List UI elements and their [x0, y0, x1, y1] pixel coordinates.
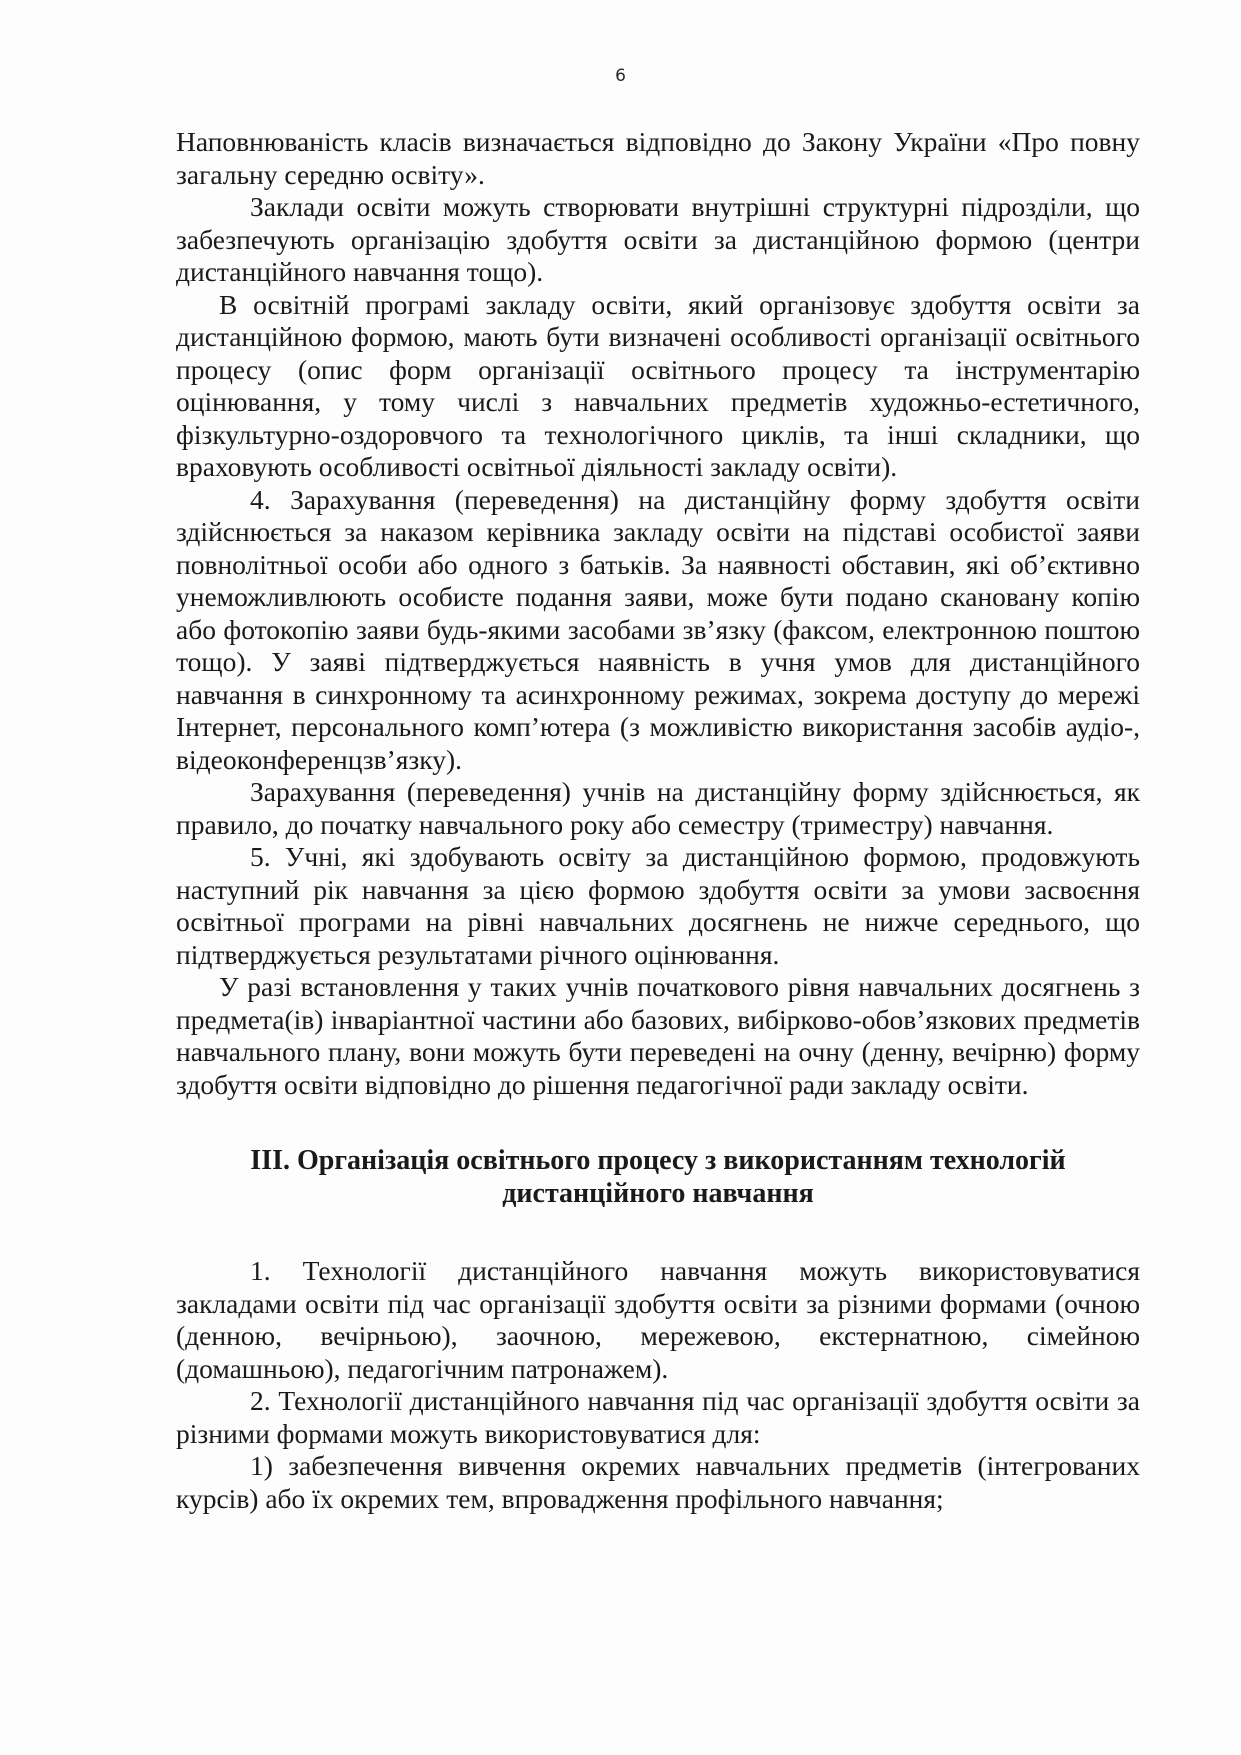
paragraph: У разі встановлення у таких учнів початкового рівня навчальних досягнень з предмета(ів) інваріантної частини або базових, вибірково-обов’язкових предметів навчального плану, вони можуть бути переведені на очну (денну, вечірню) форму здобуття освіти відповідно до рішення педагогічної ради закладу освіти. — [176, 971, 1140, 1100]
section-heading-line: дистанційного навчання — [502, 1177, 814, 1209]
paragraph: Зарахування (переведення) учнів на дистанційну форму здійснюється, як правило, до початку навчального року або семестру (триместру) навчання. — [176, 776, 1140, 840]
paragraph: 5. Учні, які здобувають освіту за дистанційною формою, продовжують наступний рік навчання за цією формою здобуття освіти за умови засвоєння освітньої програми на рівні навчальних досягнень не нижче середнього, що підтверджується результатами річного оцінювання. — [176, 841, 1140, 970]
paragraph: 1. Технології дистанційного навчання можуть використовуватися закладами освіти під час організації здобуття освіти за різними формами (очною (денною, вечірньою), заочною, мережевою, екстернатною, сімейною (домашньою), педагогічним патронажем). — [176, 1255, 1140, 1384]
paragraph: 4. Зарахування (переведення) на дистанційну форму здобуття освіти здійснюється за наказом керівника закладу освіти на підставі особистої заяви повнолітньої особи або одного з батьків. За наявності обставин, які об’єктивно унеможливлюють особисте подання заяви, може бути подано скановану копію або фотокопію заяви будь-якими засобами зв’язку (факсом, електронною поштою тощо). У заяві підтверджується наявність в учня умов для дистанційного навчання в синхронному та асинхронному режимах, зокрема доступу до мережі Інтернет, персонального комп’ютера (з можливістю використання засобів аудіо-, відеоконференцзв’язку). — [176, 483, 1140, 775]
paragraph: Наповнюваність класів визначається відповідно до Закону України «Про повну загальну середню освіту». — [176, 126, 1140, 190]
section-heading-line: ІІІ. Організація освітнього процесу з використанням технологій — [250, 1145, 1066, 1176]
paragraph: Заклади освіти можуть створювати внутрішні структурні підрозділи, що забезпечують організацію здобуття освіти за дистанційною формою (центри дистанційного навчання тощо). — [176, 191, 1140, 287]
page-number: 6 — [615, 66, 626, 86]
document-body — [176, 126, 1140, 1515]
paragraph: 1) забезпечення вивчення окремих навчальних предметів (інтегрованих курсів) або їх окремих тем, впровадження профільного навчання; — [176, 1450, 1140, 1514]
paragraph: В освітній програмі закладу освіти, який організовує здобуття освіти за дистанційною формою, мають бути визначені особливості організації освітнього процесу (опис форм організації освітнього процесу та інструментарію оцінювання, у тому числі з навчальних предметів художньо-естетичного, фізкультурно-оздоровчого та технологічного циклів, та інші складники, що враховують особливості освітньої діяльності закладу освіти). — [176, 288, 1140, 482]
section-heading — [176, 1145, 1140, 1210]
paragraph: 2. Технології дистанційного навчання під час організації здобуття освіти за різними формами можуть використовуватися для: — [176, 1385, 1140, 1449]
